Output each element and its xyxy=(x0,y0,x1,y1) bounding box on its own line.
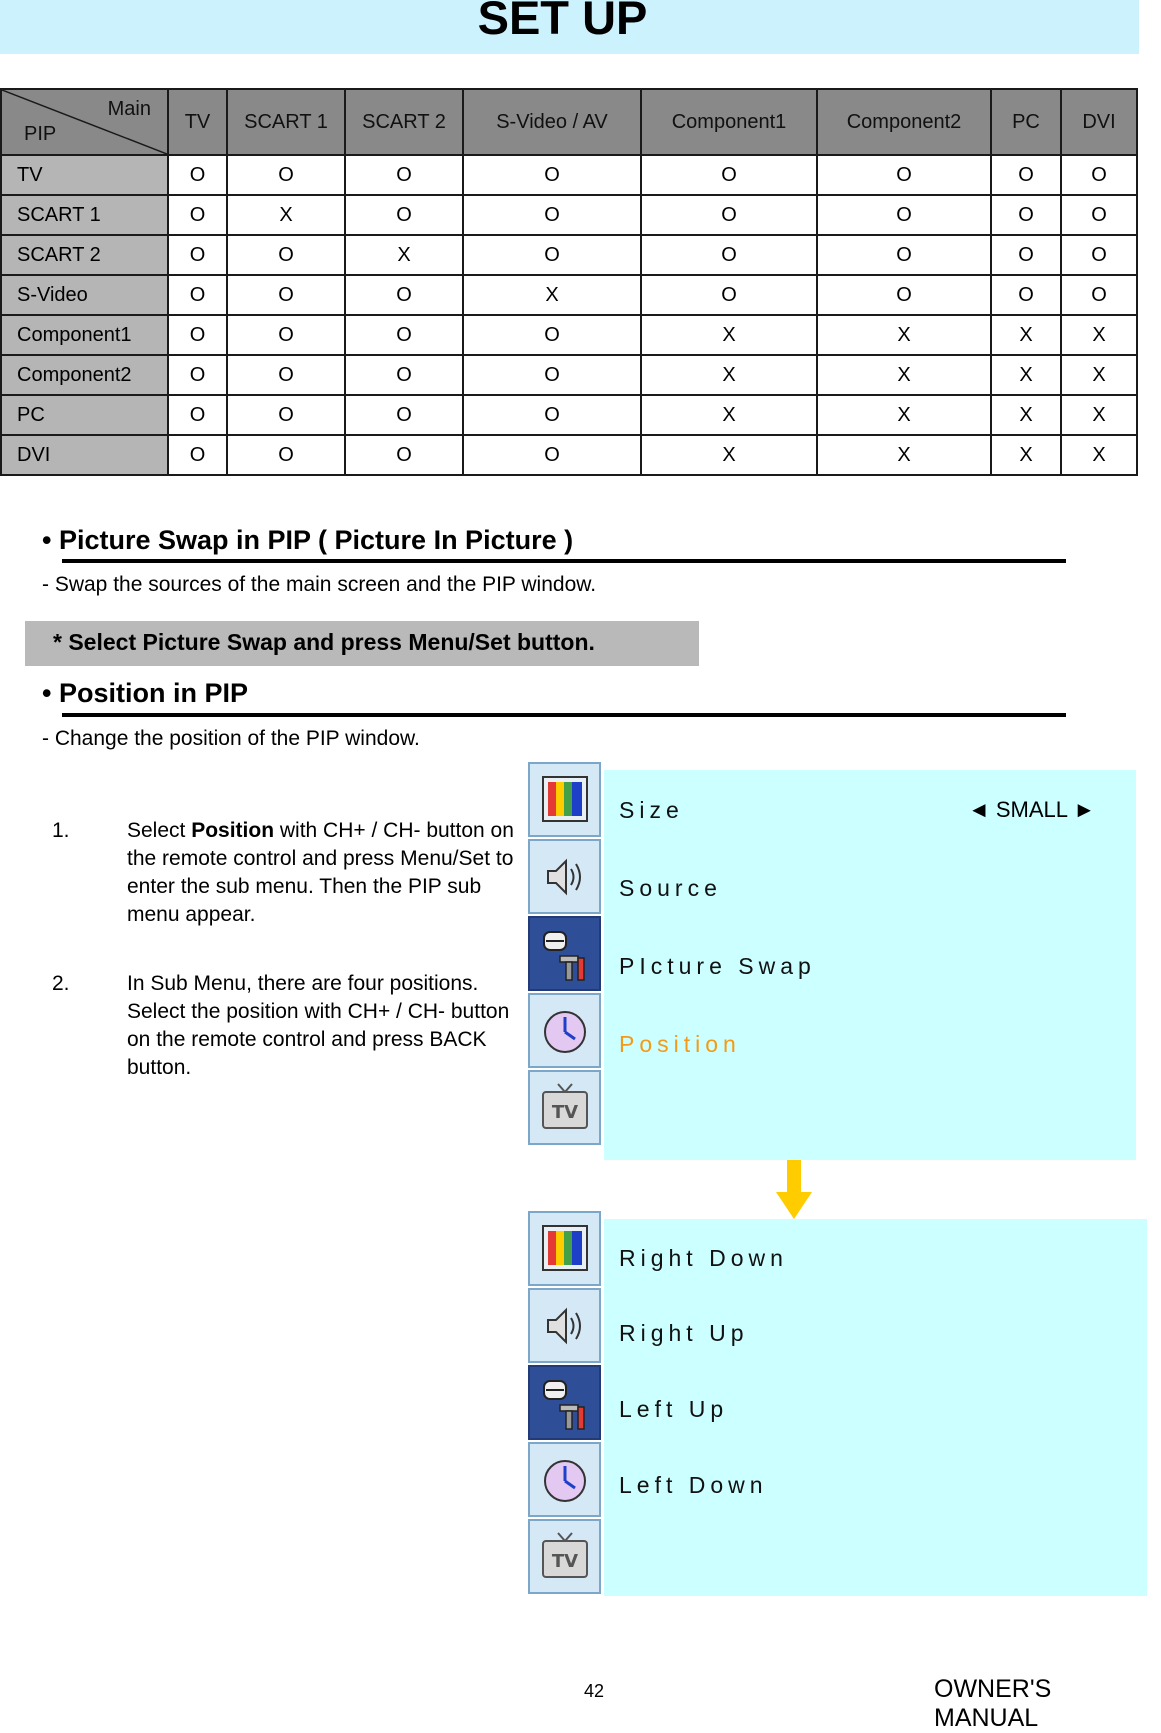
table-cell: X xyxy=(1061,395,1137,435)
table-cell: O xyxy=(641,195,817,235)
table-cell: O xyxy=(168,195,227,235)
step-text xyxy=(127,817,517,929)
table-cell: O xyxy=(463,355,641,395)
table-cell: O xyxy=(463,395,641,435)
table-cell: O xyxy=(227,435,345,475)
picture-icon xyxy=(540,772,590,828)
row-header: Component2 xyxy=(1,355,168,395)
corner-pip-label: PIP xyxy=(24,123,57,145)
table-cell: O xyxy=(227,235,345,275)
row-header: SCART 1 xyxy=(1,195,168,235)
step-text: In Sub Menu, there are four positions. Select the position with CH+ / CH- button on the remote control and press BACK button. xyxy=(127,972,510,1079)
tv-icon xyxy=(540,1529,590,1585)
table-cell: O xyxy=(227,155,345,195)
table-cell: O xyxy=(991,155,1061,195)
row-header: SCART 2 xyxy=(1,235,168,275)
step-text-part: Select xyxy=(127,819,192,842)
table-header-row xyxy=(1,89,1137,155)
table-cell: O xyxy=(345,395,463,435)
step-text-part: with CH+ / CH- button on the remote control and press Menu/Set to enter the sub menu. Then the PIP sub menu appear. xyxy=(127,819,514,926)
menu-item-picture-swap[interactable]: PIcture Swap xyxy=(619,953,816,979)
step-number: 2. xyxy=(52,972,70,995)
table-cell: O xyxy=(1061,155,1137,195)
picture-swap-heading: • Picture Swap in PIP ( Picture In Picture ) xyxy=(42,525,574,555)
column-header: Component1 xyxy=(641,89,817,155)
row-header: TV xyxy=(1,155,168,195)
menu-tab-clock[interactable] xyxy=(528,1442,601,1517)
setup-tools-icon xyxy=(540,926,590,982)
menu-tab-sound[interactable] xyxy=(528,839,601,914)
column-header: PC xyxy=(991,89,1061,155)
table-cell: O xyxy=(463,235,641,275)
column-header: SCART 1 xyxy=(227,89,345,155)
sound-icon xyxy=(540,849,590,905)
picture-icon xyxy=(540,1221,590,1277)
section-divider xyxy=(62,559,1066,563)
table-cell: O xyxy=(463,435,641,475)
table-cell: O xyxy=(168,355,227,395)
table-cell: O xyxy=(227,315,345,355)
table-cell: X xyxy=(991,355,1061,395)
table-cell: X xyxy=(463,275,641,315)
menu-tab-picture[interactable] xyxy=(528,762,601,837)
column-header: Component2 xyxy=(817,89,991,155)
menu-tab-tv[interactable] xyxy=(528,1070,601,1145)
menu-item-right-down[interactable]: Right Down xyxy=(619,1245,788,1271)
tv-icon xyxy=(540,1080,590,1136)
table-cell: X xyxy=(641,315,817,355)
table-cell: O xyxy=(168,315,227,355)
row-header: PC xyxy=(1,395,168,435)
table-row xyxy=(1,275,1137,315)
row-header: S-Video xyxy=(1,275,168,315)
table-cell: O xyxy=(227,275,345,315)
table-cell: X xyxy=(1061,355,1137,395)
menu-item-position[interactable]: Position xyxy=(619,1031,741,1057)
table-cell: O xyxy=(817,155,991,195)
table-cell: O xyxy=(1061,235,1137,275)
table-cell: O xyxy=(345,275,463,315)
table-cell: O xyxy=(227,355,345,395)
table-cell: O xyxy=(168,395,227,435)
row-header: DVI xyxy=(1,435,168,475)
page-number: 42 xyxy=(584,1681,605,1701)
table-cell: O xyxy=(991,195,1061,235)
column-header: SCART 2 xyxy=(345,89,463,155)
table-cell: X xyxy=(991,435,1061,475)
table-cell: O xyxy=(1061,195,1137,235)
footer-label: OWNER'S MANUAL xyxy=(934,1675,1052,1732)
clock-icon xyxy=(540,1003,590,1059)
table-cell: O xyxy=(991,235,1061,275)
menu-item-source[interactable]: Source xyxy=(619,875,722,901)
table-cell: O xyxy=(345,155,463,195)
table-cell: O xyxy=(227,395,345,435)
table-cell: X xyxy=(991,315,1061,355)
table-cell: X xyxy=(641,355,817,395)
row-header: Component1 xyxy=(1,315,168,355)
table-cell: X xyxy=(641,395,817,435)
menu-item-left-up[interactable]: Left Up xyxy=(619,1396,729,1422)
table-cell: X xyxy=(1061,435,1137,475)
table-cell: O xyxy=(463,195,641,235)
pip-compatibility-table xyxy=(0,88,1138,476)
menu-item-size[interactable]: Size xyxy=(619,797,684,823)
menu-item-right-up[interactable]: Right Up xyxy=(619,1320,749,1346)
table-corner-cell xyxy=(1,89,168,155)
table-row xyxy=(1,355,1137,395)
menu-tab-clock[interactable] xyxy=(528,993,601,1068)
page-title: SET UP xyxy=(477,0,648,44)
table-row xyxy=(1,395,1137,435)
menu-tab-setup-tools[interactable] xyxy=(528,1365,601,1440)
picture-swap-description: - Swap the sources of the main screen and the PIP window. xyxy=(42,573,597,596)
table-cell: X xyxy=(817,435,991,475)
table-cell: O xyxy=(991,275,1061,315)
position-description: - Change the position of the PIP window. xyxy=(42,727,420,750)
table-cell: X xyxy=(991,395,1061,435)
table-cell: O xyxy=(1061,275,1137,315)
table-cell: O xyxy=(168,275,227,315)
table-cell: O xyxy=(168,435,227,475)
table-row xyxy=(1,315,1137,355)
table-cell: O xyxy=(168,235,227,275)
table-cell: O xyxy=(817,195,991,235)
svg-text:TV: TV xyxy=(551,1551,579,1572)
setup-tools-icon xyxy=(540,1375,590,1431)
corner-main-label: Main xyxy=(107,98,151,120)
table-row xyxy=(1,435,1137,475)
table-cell: O xyxy=(463,155,641,195)
table-row xyxy=(1,195,1137,235)
down-arrow-icon xyxy=(774,1160,814,1220)
table-cell: O xyxy=(345,195,463,235)
column-header: S-Video / AV xyxy=(463,89,641,155)
table-cell: O xyxy=(641,235,817,275)
menu-item-left-down[interactable]: Left Down xyxy=(619,1472,768,1498)
table-cell: O xyxy=(463,315,641,355)
table-cell: X xyxy=(227,195,345,235)
table-cell: X xyxy=(641,435,817,475)
table-cell: X xyxy=(817,395,991,435)
table-cell: O xyxy=(641,275,817,315)
table-cell: O xyxy=(168,155,227,195)
menu-tab-picture[interactable] xyxy=(528,1211,601,1286)
table-cell: X xyxy=(817,355,991,395)
step-number: 1. xyxy=(52,819,70,842)
table-cell: X xyxy=(345,235,463,275)
menu-tab-setup-tools[interactable] xyxy=(528,916,601,991)
column-header: DVI xyxy=(1061,89,1137,155)
table-cell: O xyxy=(641,155,817,195)
menu-tab-tv[interactable] xyxy=(528,1519,601,1594)
step-keyword: Position xyxy=(191,819,275,842)
menu-tab-sound[interactable] xyxy=(528,1288,601,1363)
section-divider xyxy=(62,713,1066,717)
table-cell: O xyxy=(345,355,463,395)
svg-text:TV: TV xyxy=(551,1102,579,1123)
size-value[interactable]: ◄ SMALL ► xyxy=(968,797,1096,822)
note-text: * Select Picture Swap and press Menu/Set button. xyxy=(53,629,595,655)
sound-icon xyxy=(540,1298,590,1354)
table-cell: O xyxy=(817,275,991,315)
table-cell: X xyxy=(817,315,991,355)
table-cell: O xyxy=(345,315,463,355)
table-row xyxy=(1,155,1137,195)
table-row xyxy=(1,235,1137,275)
table-cell: X xyxy=(1061,315,1137,355)
clock-icon xyxy=(540,1452,590,1508)
column-header: TV xyxy=(168,89,227,155)
table-cell: O xyxy=(345,435,463,475)
table-cell: O xyxy=(817,235,991,275)
position-heading: • Position in PIP xyxy=(42,678,248,708)
